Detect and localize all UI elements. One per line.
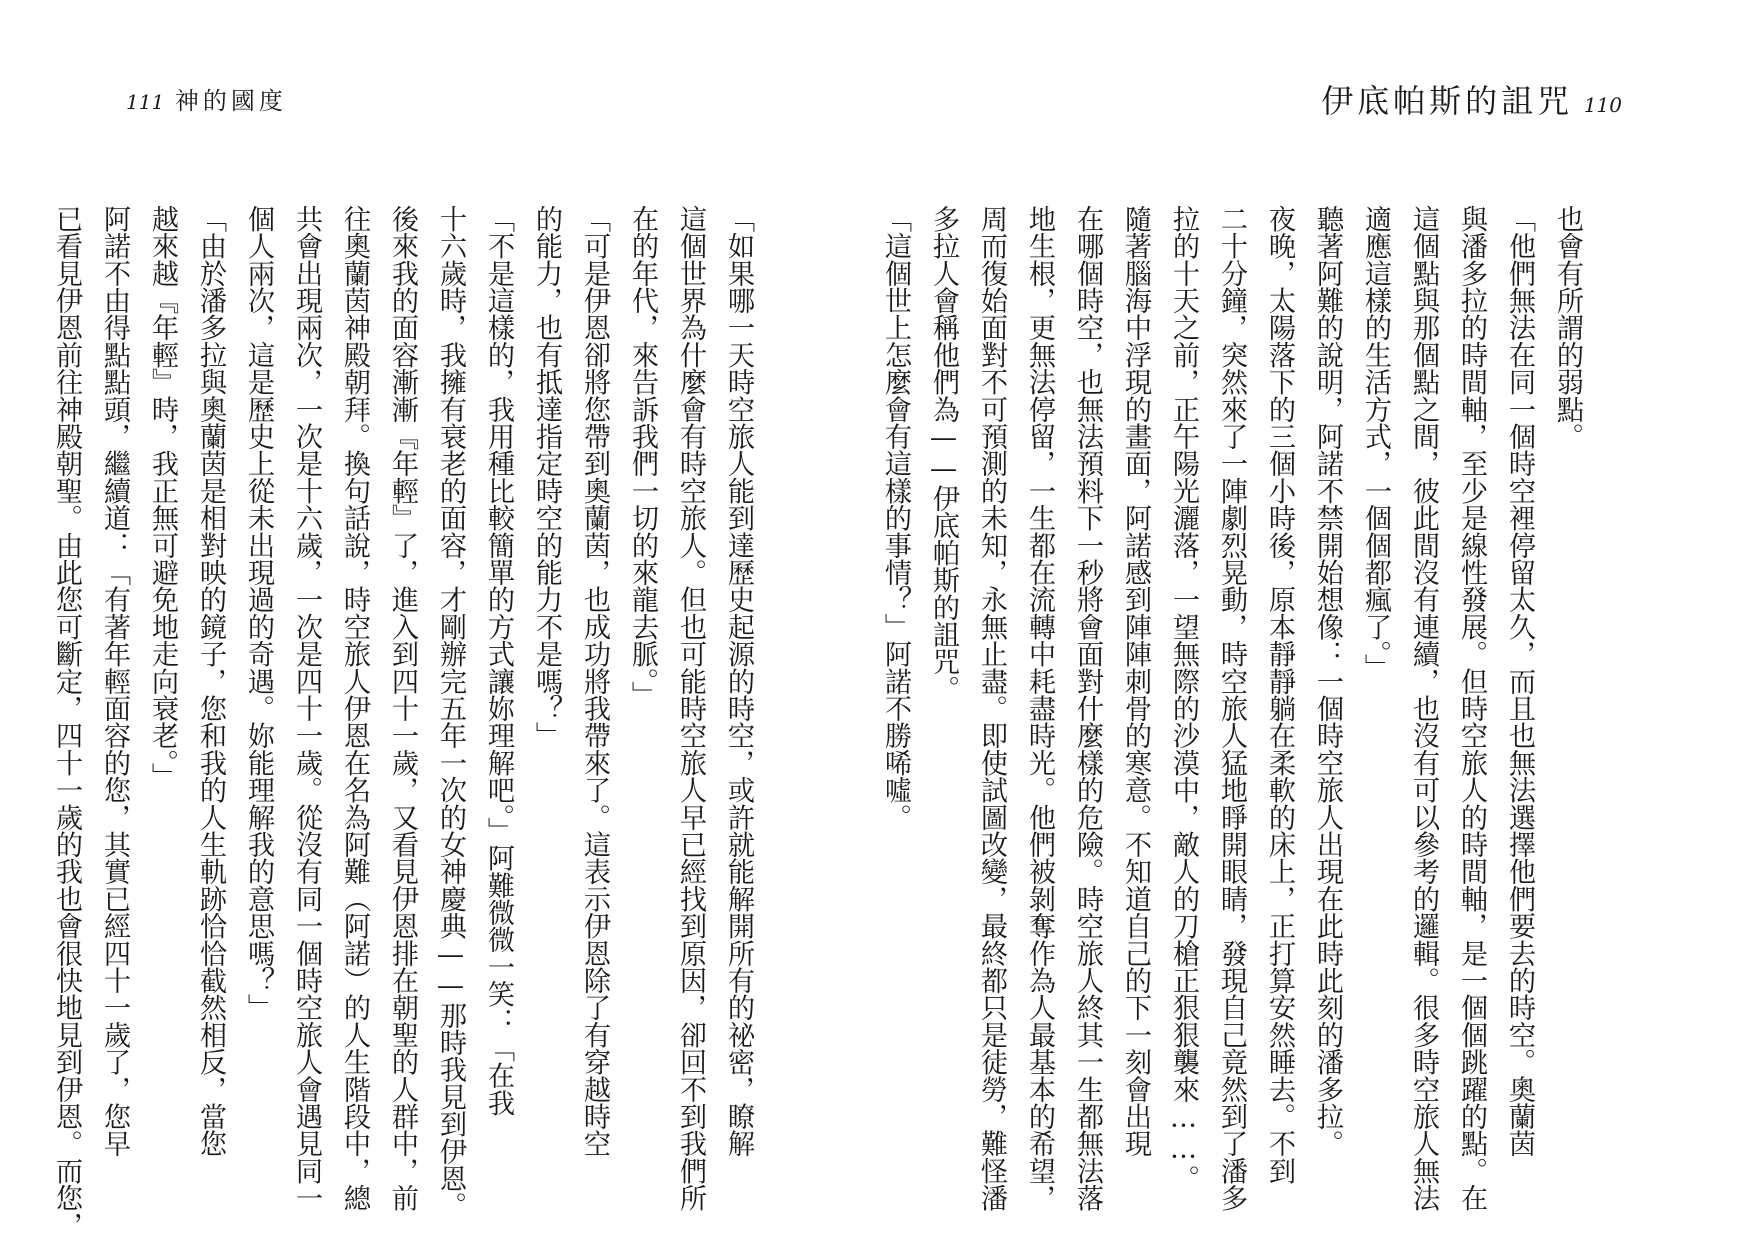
- page-number-left: 111: [126, 90, 165, 114]
- chapter-title-left: 神的國度: [174, 87, 287, 115]
- right-page: [874, 0, 1748, 1240]
- text-column: 個人兩次，這是歷史上從未出現過的奇遇。妳能理解我的意思嗎？」: [243, 205, 274, 1021]
- text-column: 阿諾不由得點點頭，繼續道：「有著年輕面容的您，其實已經四十一歲了，您早: [99, 205, 130, 1157]
- text-column: 周而復始面對不可預測的未知，永無止盡。即使試圖改變，最終都只是徒勞，難怪潘: [976, 205, 1007, 1212]
- body-text-right: [880, 205, 1591, 1212]
- text-column: 這個世界為什麼會有時空旅人。但也可能時空旅人早已經找到原因，卻回不到我們所: [675, 205, 706, 1212]
- body-text-left: [51, 205, 762, 1239]
- chapter-title-right: 伊底帕斯的詛咒: [1321, 82, 1574, 120]
- text-column: 與潘多拉的時間軸，至少是線性發展。但時空旅人的時間軸，是一個個跳躍的點。在: [1456, 205, 1487, 1212]
- text-column: 十六歲時，我擁有衰老的面容，才剛辦完五年一次的女神慶典——那時我見到伊恩。: [435, 205, 466, 1219]
- text-column: 適應這樣的生活方式，一個個都瘋了。」: [1360, 205, 1391, 681]
- text-column: 後來我的面容漸漸『年輕』了，進入到四十一歲，又看見伊恩排在朝聖的人群中，前: [387, 205, 418, 1212]
- running-head-left: [126, 84, 287, 119]
- text-column: 在哪個時空，也無法預料下一秒將會面對什麼樣的危險。時空旅人終其一生都無法落: [1072, 205, 1103, 1212]
- page-number-right: 110: [1583, 93, 1622, 117]
- text-column: 在的年代，來告訴我們一切的來龍去脈。」: [627, 205, 658, 709]
- text-column: 聽著阿難的說明，阿諾不禁開始想像：一個時空旅人出現在此時此刻的潘多拉。: [1312, 205, 1343, 1157]
- text-column: 越來越『年輕』時，我正無可避免地走向衰老。」: [147, 205, 178, 790]
- text-column: 拉的十天之前，正午陽光灑落，一望無際的沙漠中，敵人的刀槍正狠狠襲來……。: [1168, 205, 1199, 1192]
- text-column: 已看見伊恩前往神殿朝聖。由此您可斷定，四十一歲的我也會很快地見到伊恩。而您，: [51, 205, 82, 1239]
- text-column: 「這個世上怎麼會有這樣的事情？」阿諾不勝唏噓。: [880, 205, 911, 831]
- text-column: 「可是伊恩卻將您帶到奧蘭茵，也成功將我帶來了。這表示伊恩除了有穿越時空: [579, 205, 610, 1157]
- text-column: 這個點與那個點之間，彼此間沒有連續，也沒有可以參考的邏輯。很多時空旅人無法: [1408, 205, 1439, 1212]
- text-column: 「不是這樣的，我用種比較簡單的方式讓妳理解吧。」阿難微微一笑：「在我: [483, 205, 514, 1117]
- text-column: 夜晚，太陽落下的三個小時後，原本靜靜躺在柔軟的床上，正打算安然睡去。不到: [1264, 205, 1295, 1185]
- text-column: 「由於潘多拉與奧蘭茵是相對映的鏡子，您和我的人生軌跡恰恰截然相反，當您: [195, 205, 226, 1157]
- text-column: 二十分鐘，突然來了一陣劇烈晃動，時空旅人猛地睜開眼睛，發現自己竟然到了潘多: [1216, 205, 1247, 1212]
- text-column: 地生根，更無法停留，一生都在流轉中耗盡時光。他們被剝奪作為人最基本的希望，: [1024, 205, 1055, 1212]
- text-column: 往奧蘭茵神殿朝拜。換句話說，時空旅人伊恩在名為阿難（阿諾）的人生階段中，總: [339, 205, 370, 1212]
- text-column: 「如果哪一天時空旅人能到達歷史起源的時空，或許就能解開所有的祕密，瞭解: [723, 205, 754, 1157]
- text-column: 多拉人會稱他們為——伊底帕斯的詛咒。: [928, 205, 959, 703]
- text-column: 的能力，也有抵達指定時空的能力不是嗎？」: [531, 205, 562, 749]
- text-column: 隨著腦海中浮現的畫面，阿諾感到陣陣刺骨的寒意。不知道自己的下一刻會出現: [1120, 205, 1151, 1157]
- text-column: 也會有所謂的弱點。: [1552, 205, 1583, 450]
- text-column: 「他們無法在同一個時空裡停留太久，而且也無法選擇他們要去的時空。奧蘭茵: [1504, 205, 1535, 1157]
- running-head-right: [1321, 84, 1622, 122]
- text-column: 共會出現兩次，一次是十六歲，一次是四十一歲。從沒有同一個時空旅人會遇見同一: [291, 205, 322, 1212]
